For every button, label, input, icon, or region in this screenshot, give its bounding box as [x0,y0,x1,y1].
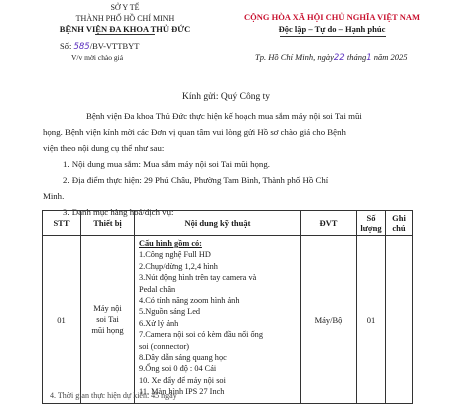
issuer-underline [95,34,155,35]
spec-line: 2.Chụp/dừng 1,2,4 hình [139,261,218,271]
doc-number-suffix: /BV-VTTBYT [89,41,140,51]
spec-list [139,249,297,397]
cell-stt: 01 [43,236,81,404]
spec-line: 7.Camera nội soi có kèm đầu nối ống [139,330,263,340]
intro-line-1: Bệnh viện Đa khoa Thủ Đức thực hiện kế hoạch mua sắm máy nội soi Tai mũi [86,111,362,121]
issuer-line-city: THÀNH PHỐ HỒ CHÍ MINH [75,13,175,23]
intro-line-2: họng. Bệnh viện kính mời các Đơn vị quan tâm vui lòng gửi Hồ sơ chào giá cho Bệnh [43,127,346,137]
year-text: năm 2025 [373,52,408,62]
issuer-line-department: SỞ Y TẾ [110,3,140,12]
spec-line: soi (connector) [139,341,189,351]
intro-line-3: viện theo nội dung cụ thể như sau: [43,143,165,153]
document-subject: V/v mời chào giá [71,53,124,62]
device-line-1: Máy nội [93,303,122,313]
national-motto: Độc lập – Tự do – Hạnh phúc [278,24,386,34]
cell-device [81,236,135,404]
doc-number-handwritten: 585 [73,42,90,52]
header-quantity [357,211,386,236]
next-item-partial: 4. Thời gian thực hiện dự kiến: 45 ngày [50,391,177,400]
spec-heading: Cấu hình gồm có: [139,239,202,248]
spec-line: 4.Có tính năng zoom hình ảnh [139,296,240,306]
doc-number-prefix: Số: [60,41,72,51]
greeting: Kính gửi: Quý Công ty [181,92,270,102]
cell-unit: Máy/Bộ [301,236,357,404]
header-unit: ĐVT [301,211,357,236]
item-3-list-heading: 3. Danh mục hàng hoá/dịch vụ: [63,207,174,217]
device-line-3: mũi họng [91,325,124,335]
spec-line: 8.Dây dẫn sáng quang học [139,353,227,363]
header-note [386,211,413,236]
spec-line: 6.Xử lý ảnh [139,318,179,328]
table-row [43,236,413,404]
spec-line: 10. Xe đẩy để máy nội soi [139,375,226,385]
goods-table [42,210,413,404]
spec-line: 3.Nút động hình trên tay camera và [139,273,257,283]
place-prefix: Tp. Hồ Chí Minh, ngày [255,52,334,62]
issuer-line-hospital: BỆNH VIỆN ĐA KHOA THỦ ĐỨC [59,24,191,34]
header-technical: Nội dung kỹ thuật [135,211,301,236]
header-quantity-line1: Số [366,213,376,223]
item-2-location: 2. Địa điểm thực hiện: 29 Phú Châu, Phường Tam Bình, Thành phố Hồ Chí [63,175,329,185]
national-title: CỘNG HÒA XÃ HỘI CHỦ NGHĨA VIỆT NAM [243,12,421,22]
item-2-location-cont: Minh. [43,191,65,201]
header-note-line1: Ghi [392,213,406,223]
month-handwritten: 1 [366,53,372,63]
motto-underline [280,36,386,37]
document-number [60,41,139,52]
item-1-content: 1. Nội dung mua sắm: Mua sắm máy nội soi Tai mũi họng. [63,159,270,169]
spec-line: 5.Nguồn sáng Led [139,307,201,317]
day-handwritten: 22 [333,53,345,63]
issuer-header [40,3,210,35]
spec-line: 11. Màn hình IPS 27 Inch [139,387,225,397]
cell-technical-spec [135,236,301,404]
month-label: tháng [346,52,367,62]
header-note-line2: chú [392,223,406,233]
header-device: Thiết bị [81,211,135,236]
place-date [255,52,408,63]
device-line-2: soi Tai [96,314,119,324]
table-header-row [43,211,413,236]
spec-line: 1.Công nghệ Full HD [139,250,211,260]
header-quantity-line2: lượng [360,223,382,233]
cell-note [386,236,413,404]
spec-line: 9.Ống soi 0 độ : 04 Cái [139,364,217,374]
spec-line: Pedal chân [139,284,176,294]
header-stt: STT [43,211,81,236]
national-header [222,11,442,35]
cell-quantity: 01 [357,236,386,404]
